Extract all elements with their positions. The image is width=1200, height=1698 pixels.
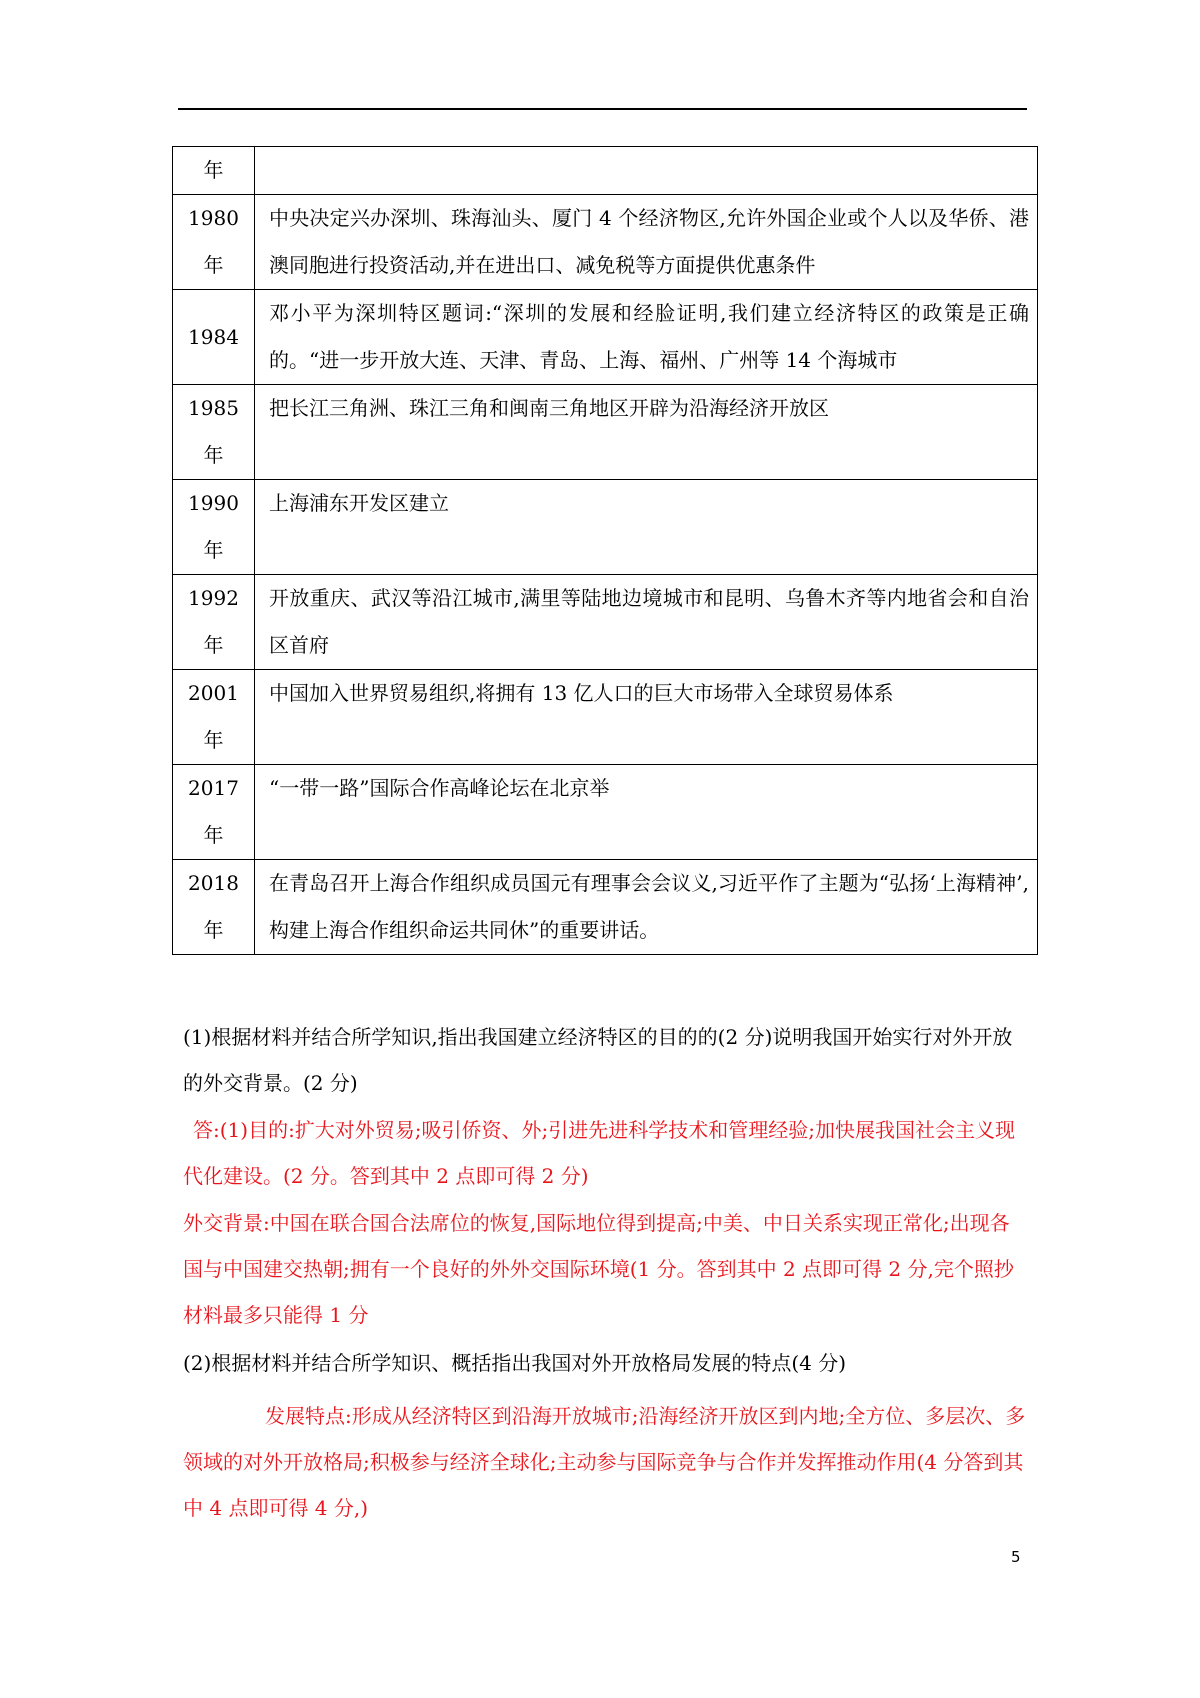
year-number: 1985	[188, 396, 239, 420]
table-row	[173, 147, 1038, 195]
event-description	[255, 147, 1038, 195]
year-cell	[173, 480, 255, 575]
year-number: 1980	[188, 206, 239, 230]
year-unit: 年	[203, 538, 224, 562]
table-row	[173, 195, 1038, 290]
event-description: “一带一路”国际合作高峰论坛在北京举	[255, 765, 1038, 860]
year-number: 1992	[188, 586, 239, 610]
year-cell	[173, 860, 255, 955]
year-unit: 年	[203, 158, 224, 182]
table-row	[173, 385, 1038, 480]
event-description: 在青岛召开上海合作组织成员国元有理事会会议义,习近平作了主题为“弘扬‘上海精神’,构建上海合作组织命运共同休”的重要讲话。	[255, 860, 1038, 955]
year-unit: 年	[203, 918, 224, 942]
answer-1-purpose: 答:(1)目的:扩大对外贸易;吸引侨资、外;引进先进科学技术和管理经验;加快展我国社会主义现代化建设。(2 分。答到其中 2 点即可得 2 分)	[183, 1118, 1016, 1188]
year-unit: 年	[203, 633, 224, 657]
question-1: (1)根据材料并结合所学知识,指出我国建立经济特区的目的的(2 分)说明我国开始实行对外开放的外交背景。(2 分)	[183, 1025, 1013, 1095]
year-unit: 年	[203, 253, 224, 277]
table-row	[173, 575, 1038, 670]
year-cell	[173, 385, 255, 480]
event-description: 开放重庆、武汉等沿江城市,满里等陆地边境城市和昆明、乌鲁木齐等内地省会和自治区首府	[255, 575, 1038, 670]
answer-2: 发展特点:形成从经济特区到沿海开放城市;沿海经济开放区到内地;全方位、多层次、多领域的对外开放格局;积极参与经济全球化;主动参与国际竞争与合作并发挥推动作用(4 分答到其中 4 点即可得 4 分,)	[183, 1404, 1026, 1520]
events-table	[172, 146, 1038, 955]
event-description: 中国加入世界贸易组织,将拥有 13 亿人口的巨大市场带入全球贸易体系	[255, 670, 1038, 765]
table-row	[173, 670, 1038, 765]
year-cell	[173, 670, 255, 765]
event-description: 上海浦东开发区建立	[255, 480, 1038, 575]
year-cell	[173, 290, 255, 385]
year-cell	[173, 765, 255, 860]
question-2: (2)根据材料并结合所学知识、概括指出我国对外开放格局发展的特点(4 分)	[183, 1351, 847, 1375]
table-row	[173, 480, 1038, 575]
year-unit: 年	[203, 443, 224, 467]
table-row	[173, 860, 1038, 955]
event-description: 把长江三角洲、珠江三角和闽南三角地区开辟为沿海经济开放区	[255, 385, 1038, 480]
year-number: 2018	[188, 871, 239, 895]
year-unit: 年	[203, 728, 224, 752]
year-number: 1984	[188, 324, 239, 349]
event-description: 邓小平为深圳特区题词:“深圳的发展和经脸证明,我们建立经济特区的政策是正确的。“进一步开放大连、天津、青岛、上海、福州、广州等 14 个海城市	[255, 290, 1038, 385]
year-number: 2001	[188, 681, 239, 705]
table-row	[173, 290, 1038, 385]
year-number: 2017	[188, 776, 239, 800]
event-description: 中央决定兴办深圳、珠海汕头、厦门 4 个经济物区,允许外国企业或个人以及华侨、港澳同胞进行投资活动,并在进出口、减免税等方面提供优惠条件	[255, 195, 1038, 290]
year-cell	[173, 147, 255, 195]
year-cell	[173, 195, 255, 290]
answer-1-background: 外交背景:中国在联合国合法席位的恢复,国际地位得到提高;中美、中日关系实现正常化;出现各国与中国建交热朝;拥有一个良好的外外交国际环境(1 分。答到其中 2 点即可得 2 分,完个照抄材料最多只能得 1 分	[183, 1211, 1014, 1327]
page-number: 5	[1011, 1548, 1021, 1566]
year-unit: 年	[203, 823, 224, 847]
year-number: 1990	[188, 491, 239, 515]
year-cell	[173, 575, 255, 670]
table-row	[173, 765, 1038, 860]
header-rule	[178, 108, 1027, 110]
